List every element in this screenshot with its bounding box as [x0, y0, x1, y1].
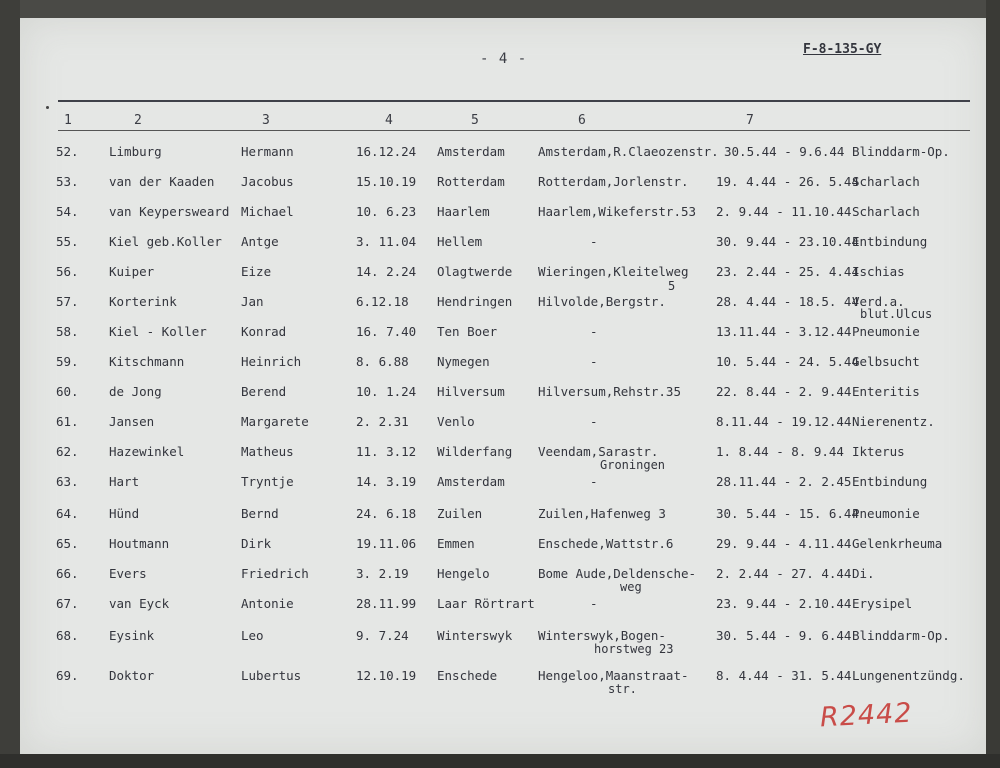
- cell-dob: 10. 6.23: [356, 204, 417, 219]
- cell-no: 53.: [56, 174, 79, 189]
- cell-dob: 16.12.24: [356, 144, 417, 159]
- cell-period: 19. 4.44 - 26. 5.44: [716, 174, 859, 189]
- cell-birthplace: Rotterdam: [437, 174, 505, 189]
- cell-firstname: Antonie: [241, 596, 294, 611]
- cell-no: 68.: [56, 628, 79, 643]
- cell-surname: Kiel - Koller: [109, 324, 207, 339]
- cell-dob: 8. 6.88: [356, 354, 409, 369]
- cell-no: 63.: [56, 474, 79, 489]
- cell-period: 22. 8.44 - 2. 9.44: [716, 384, 852, 399]
- cell-address: -: [590, 324, 598, 339]
- cell-firstname: Berend: [241, 384, 287, 399]
- cell-birthplace: Wilderfang: [437, 444, 513, 459]
- cell-no: 60.: [56, 384, 79, 399]
- cell-diagnosis-continued: blut.Ulcus: [860, 307, 933, 321]
- cell-address: Enschede,Wattstr.6: [538, 536, 674, 551]
- cell-dob: 14. 3.19: [356, 474, 417, 489]
- cell-firstname: Jacobus: [241, 174, 294, 189]
- cell-dob: 12.10.19: [356, 668, 417, 683]
- cell-dob: 3. 2.19: [356, 566, 409, 581]
- cell-surname: van der Kaaden: [109, 174, 215, 189]
- column-header-4: 4: [385, 113, 393, 128]
- cell-firstname: Margarete: [241, 414, 309, 429]
- cell-firstname: Tryntje: [241, 474, 294, 489]
- cell-dob: 2. 2.31: [356, 414, 409, 429]
- cell-no: 52.: [56, 144, 79, 159]
- cell-birthplace: Hengelo: [437, 566, 490, 581]
- cell-address: Hengeloo,Maanstraat-: [538, 668, 689, 683]
- cell-period: 30. 5.44 - 15. 6.44: [716, 506, 859, 521]
- cell-birthplace: Winterswyk: [437, 628, 513, 643]
- cell-firstname: Leo: [241, 628, 264, 643]
- cell-period: 23. 2.44 - 25. 4.44: [716, 264, 859, 279]
- cell-diagnosis: Pneumonie: [852, 506, 920, 521]
- header-rule-bottom: [58, 130, 970, 131]
- cell-period: 30. 5.44 - 9. 6.44: [716, 628, 852, 643]
- cell-dob: 19.11.06: [356, 536, 417, 551]
- cell-address: Rotterdam,Jorlenstr.: [538, 174, 689, 189]
- cell-birthplace: Emmen: [437, 536, 475, 551]
- cell-period: 13.11.44 - 3.12.44: [716, 324, 852, 339]
- cell-diagnosis: Pneumonie: [852, 324, 920, 339]
- cell-surname: Houtmann: [109, 536, 170, 551]
- cell-address: Veendam,Sarastr.: [538, 444, 659, 459]
- cell-birthplace: Zuilen: [437, 506, 483, 521]
- cell-address: Hilversum,Rehstr.35: [538, 384, 681, 399]
- cell-surname: Evers: [109, 566, 147, 581]
- cell-dob: 6.12.18: [356, 294, 409, 309]
- cell-surname: Hazewinkel: [109, 444, 185, 459]
- cell-firstname: Matheus: [241, 444, 294, 459]
- cell-diagnosis: Lungenentzündg.: [852, 668, 965, 683]
- cell-address-continued: Groningen: [600, 458, 666, 472]
- cell-no: 66.: [56, 566, 79, 581]
- cell-address: -: [590, 596, 598, 611]
- cell-address: Haarlem,Wikeferstr.53: [538, 204, 697, 219]
- cell-birthplace: Hendringen: [437, 294, 513, 309]
- cell-address: Zuilen,Hafenweg 3: [538, 506, 666, 521]
- cell-address-continued: weg: [620, 580, 642, 594]
- cell-dob: 28.11.99: [356, 596, 417, 611]
- header-rule-top: [58, 100, 970, 102]
- cell-birthplace: Olagtwerde: [437, 264, 513, 279]
- cell-period: 2. 2.44 - 27. 4.44: [716, 566, 852, 581]
- cell-dob: 3. 11.04: [356, 234, 417, 249]
- column-header-3: 3: [262, 113, 270, 128]
- cell-no: 69.: [56, 668, 79, 683]
- cell-surname: de Jong: [109, 384, 162, 399]
- cell-birthplace: Enschede: [437, 668, 498, 683]
- cell-address: Wieringen,Kleitelweg: [538, 264, 689, 279]
- cell-period: 28. 4.44 - 18.5. 44: [716, 294, 859, 309]
- cell-period: 8.11.44 - 19.12.44: [716, 414, 852, 429]
- cell-firstname: Hermann: [241, 144, 294, 159]
- cell-surname: Doktor: [109, 668, 155, 683]
- column-header-2: 2: [134, 113, 142, 128]
- cell-surname: Korterink: [109, 294, 177, 309]
- cell-period: 30. 9.44 - 23.10.44: [716, 234, 859, 249]
- cell-period: 29. 9.44 - 4.11.44: [716, 536, 852, 551]
- cell-firstname: Bernd: [241, 506, 279, 521]
- cell-firstname: Friedrich: [241, 566, 309, 581]
- cell-address: -: [590, 414, 598, 429]
- cell-period: 28.11.44 - 2. 2.45: [716, 474, 852, 489]
- cell-address: -: [590, 354, 598, 369]
- cell-no: 57.: [56, 294, 79, 309]
- cell-dob: 24. 6.18: [356, 506, 417, 521]
- cell-no: 56.: [56, 264, 79, 279]
- cell-firstname: Michael: [241, 204, 294, 219]
- cell-address-continued: str.: [608, 682, 637, 696]
- cell-birthplace: Hellem: [437, 234, 483, 249]
- cell-surname: Kitschmann: [109, 354, 185, 369]
- cell-firstname: Lubertus: [241, 668, 302, 683]
- cell-diagnosis: Ikterus: [852, 444, 905, 459]
- cell-surname: Eysink: [109, 628, 155, 643]
- cell-no: 55.: [56, 234, 79, 249]
- cell-dob: 15.10.19: [356, 174, 417, 189]
- column-header-7: 7: [746, 113, 754, 128]
- cell-dob: 9. 7.24: [356, 628, 409, 643]
- cell-diagnosis: Blinddarm-Op.: [852, 144, 950, 159]
- cell-no: 62.: [56, 444, 79, 459]
- cell-birthplace: Amsterdam: [437, 474, 505, 489]
- cell-diagnosis: Di.: [852, 566, 875, 581]
- cell-firstname: Konrad: [241, 324, 287, 339]
- cell-no: 64.: [56, 506, 79, 521]
- cell-diagnosis: Scharlach: [852, 204, 920, 219]
- cell-diagnosis: Gelenkrheuma: [852, 536, 943, 551]
- cell-firstname: Antge: [241, 234, 279, 249]
- cell-surname: Kiel geb.Koller: [109, 234, 222, 249]
- cell-dob: 16. 7.40: [356, 324, 417, 339]
- cell-address: -: [590, 474, 598, 489]
- cell-birthplace: Ten Boer: [437, 324, 498, 339]
- archive-stamp: R2442: [819, 697, 914, 734]
- cell-no: 54.: [56, 204, 79, 219]
- cell-dob: 10. 1.24: [356, 384, 417, 399]
- cell-address: Amsterdam,R.Claeozenstr.: [538, 144, 719, 159]
- cell-diagnosis: Entbindung: [852, 234, 928, 249]
- cell-address: -: [590, 234, 598, 249]
- cell-diagnosis: Verd.a.: [852, 294, 905, 309]
- cell-surname: Hart: [109, 474, 140, 489]
- cell-address: Bome Aude,Deldensche-: [538, 566, 697, 581]
- cell-no: 65.: [56, 536, 79, 551]
- cell-diagnosis: Entbindung: [852, 474, 928, 489]
- cell-no: 58.: [56, 324, 79, 339]
- cell-dob: 14. 2.24: [356, 264, 417, 279]
- scan-border-left: [0, 0, 20, 768]
- cell-surname: Jansen: [109, 414, 155, 429]
- cell-diagnosis: Ischias: [852, 264, 905, 279]
- cell-birthplace: Hilversum: [437, 384, 505, 399]
- cell-no: 67.: [56, 596, 79, 611]
- cell-birthplace: Nymegen: [437, 354, 490, 369]
- cell-diagnosis: Blinddarm-Op.: [852, 628, 950, 643]
- cell-diagnosis: Enteritis: [852, 384, 920, 399]
- cell-birthplace: Venlo: [437, 414, 475, 429]
- cell-diagnosis: Scharlach: [852, 174, 920, 189]
- punch-dot: [46, 106, 49, 109]
- cell-birthplace: Haarlem: [437, 204, 490, 219]
- column-header-1: 1: [64, 113, 72, 128]
- cell-period: 2. 9.44 - 11.10.44: [716, 204, 852, 219]
- scan-border-bottom: [0, 754, 1000, 768]
- cell-birthplace: Laar Rörtrart: [437, 596, 535, 611]
- cell-surname: van Eyck: [109, 596, 170, 611]
- cell-address-continued: horstweg 23: [594, 642, 674, 656]
- cell-firstname: Jan: [241, 294, 264, 309]
- cell-firstname: Dirk: [241, 536, 272, 551]
- cell-firstname: Eize: [241, 264, 272, 279]
- cell-firstname: Heinrich: [241, 354, 302, 369]
- column-header-6: 6: [578, 113, 586, 128]
- page-number: - 4 -: [480, 51, 528, 67]
- column-header-5: 5: [471, 113, 479, 128]
- cell-period: 1. 8.44 - 8. 9.44: [716, 444, 844, 459]
- cell-diagnosis: Erysipel: [852, 596, 913, 611]
- cell-no: 61.: [56, 414, 79, 429]
- cell-period: 30.5.44 - 9.6.44: [724, 144, 845, 159]
- cell-dob: 11. 3.12: [356, 444, 417, 459]
- cell-surname: Kuiper: [109, 264, 155, 279]
- cell-no: 59.: [56, 354, 79, 369]
- document-reference: F-8-135-GY: [803, 42, 882, 57]
- cell-address-continued: 5: [668, 279, 676, 293]
- cell-surname: Hünd: [109, 506, 140, 521]
- cell-address: Hilvolde,Bergstr.: [538, 294, 666, 309]
- cell-birthplace: Amsterdam: [437, 144, 505, 159]
- cell-diagnosis: Gelbsucht: [852, 354, 920, 369]
- cell-surname: van Keypersweard: [109, 204, 230, 219]
- cell-address: Winterswyk,Bogen-: [538, 628, 666, 643]
- cell-period: 23. 9.44 - 2.10.44: [716, 596, 852, 611]
- cell-period: 10. 5.44 - 24. 5.44: [716, 354, 859, 369]
- cell-surname: Limburg: [109, 144, 162, 159]
- cell-diagnosis: Nierenentz.: [852, 414, 935, 429]
- cell-period: 8. 4.44 - 31. 5.44: [716, 668, 852, 683]
- scan-border-right: [986, 0, 1000, 768]
